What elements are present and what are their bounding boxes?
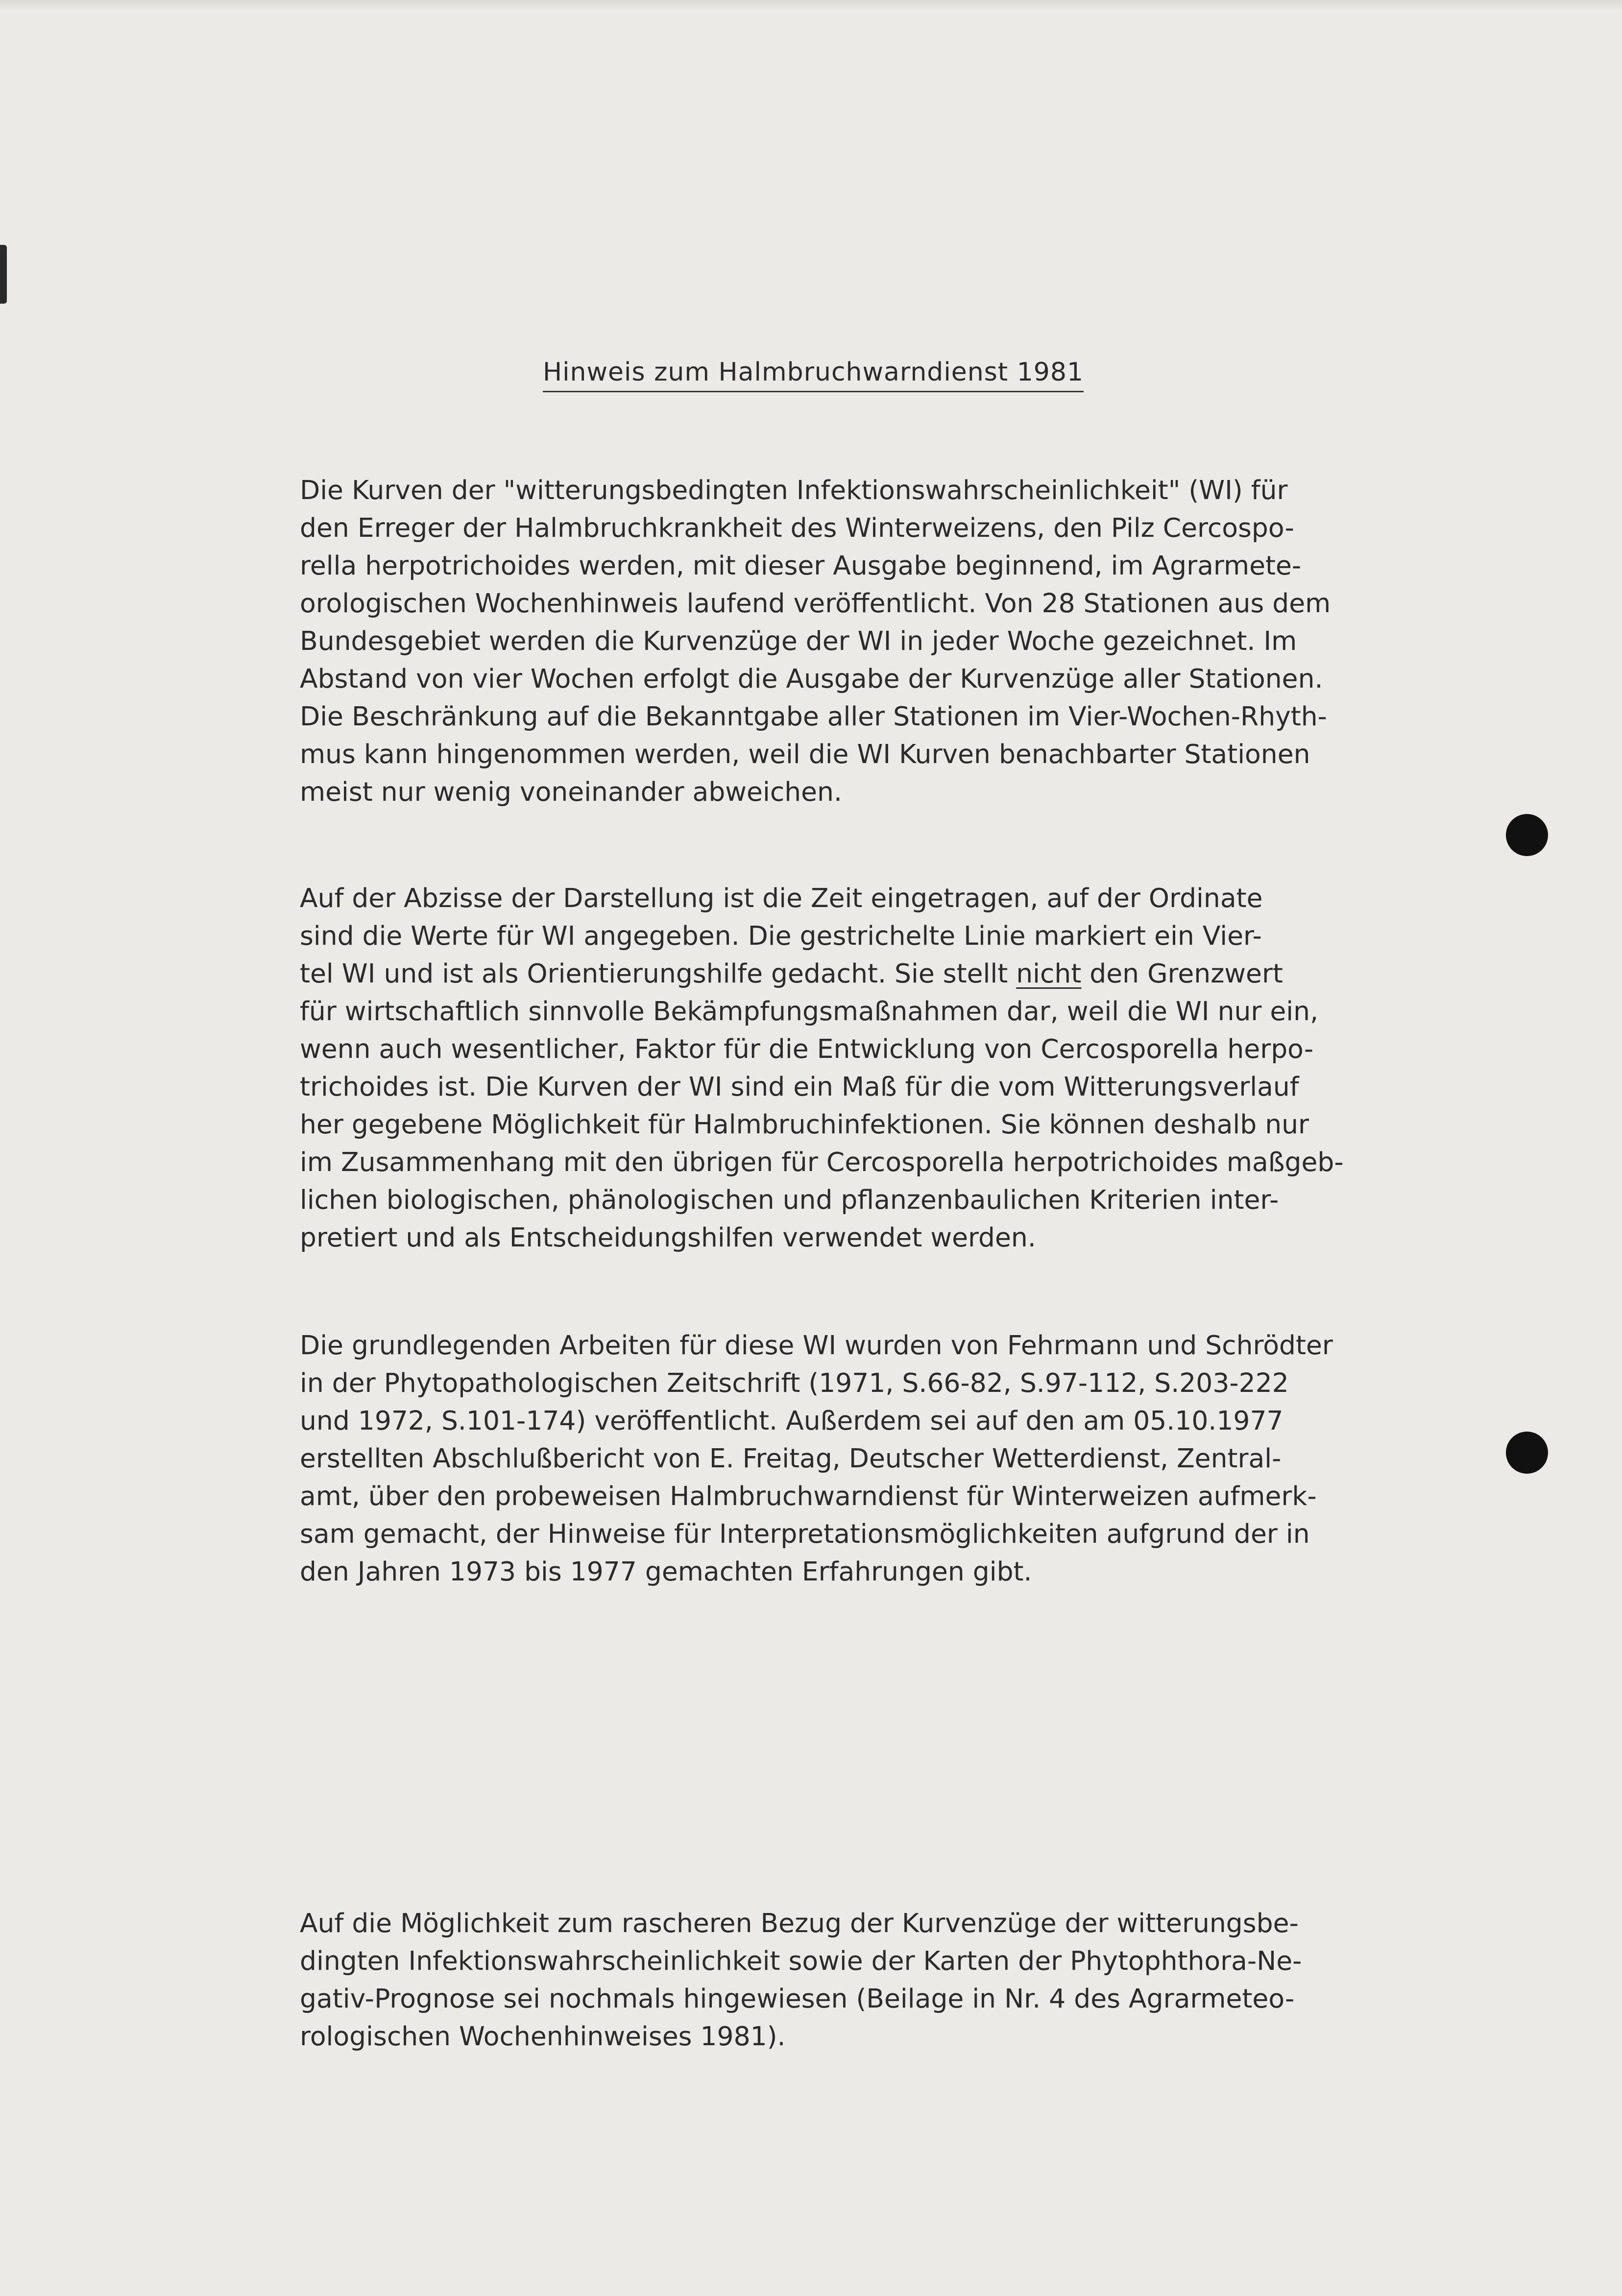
text-line: wenn auch wesentlicher, Faktor für die Entwicklung von Cercosporella herpo- [300,1033,1314,1064]
paragraph-intro [300,471,1378,811]
binding-mark [0,245,7,304]
text-line: rologischen Wochenhinweises 1981). [300,2021,786,2052]
text-line: dingten Infektionswahrscheinlichkeit sowie der Karten der Phytophthora-Ne- [300,1945,1302,1976]
punch-hole [1506,814,1548,856]
text-line: Abstand von vier Wochen erfolgt die Ausgabe der Kurvenzüge aller Stationen. [300,663,1323,694]
text-line: den Jahren 1973 bis 1977 gemachten Erfahrungen gibt. [300,1556,1032,1587]
text-line: rella herpotrichoides werden, mit dieser Ausgabe beginnend, im Agrarmete- [300,550,1302,581]
page-title: Hinweis zum Halmbruchwarndienst 1981 [543,358,1084,392]
text-line: Die Beschränkung auf die Bekanntgabe aller Stationen im Vier-Wochen-Rhyth- [300,701,1327,732]
underlined-word: nicht [1016,958,1082,989]
text-line: Auf die Möglichkeit zum rascheren Bezug der Kurvenzüge der witterungsbe- [300,1908,1299,1938]
paragraph-supplement [300,1904,1378,2055]
text-line: Die grundlegenden Arbeiten für diese WI wurden von Fehrmann und Schrödter [300,1330,1333,1361]
text-line: in der Phytopathologischen Zeitschrift (1971, S.66-82, S.97-112, S.203-222 [300,1367,1289,1398]
text-line: orologischen Wochenhinweis laufend veröffentlicht. Von 28 Stationen aus dem [300,588,1331,619]
text-line: erstellten Abschlußbericht von E. Freitag, Deutscher Wetterdienst, Zentral- [300,1443,1282,1474]
text-line: sind die Werte für WI angegeben. Die gestrichelte Linie markiert ein Vier- [300,920,1262,951]
paragraph-axes [300,879,1378,1256]
text-line: gativ-Prognose sei nochmals hingewiesen (Beilage in Nr. 4 des Agrarmeteo- [300,1983,1295,2014]
text-line: mus kann hingenommen werden, weil die WI Kurven benachbarter Stationen [300,739,1310,769]
page-top-edge [0,0,1622,11]
text-line: im Zusammenhang mit den übrigen für Cercosporella herpotrichoides maßgeb- [300,1147,1344,1177]
text-line: Bundesgebiet werden die Kurvenzüge der WI in jeder Woche gezeichnet. Im [300,625,1297,656]
text-line: und 1972, S.101-174) veröffentlicht. Außerdem sei auf den am 05.10.1977 [300,1405,1283,1436]
text-segment: den Grenzwert [1081,958,1283,989]
text-line: für wirtschaftlich sinnvolle Bekämpfungsmaßnahmen dar, weil die WI nur ein, [300,996,1319,1027]
text-line: lichen biologischen, phänologischen und pflanzenbaulichen Kriterien inter- [300,1184,1279,1215]
text-line: her gegebene Möglichkeit für Halmbruchinfektionen. Sie können deshalb nur [300,1109,1309,1140]
text-line: meist nur wenig voneinander abweichen. [300,776,842,807]
text-line: Die Kurven der "witterungsbedingten Infektionswahrscheinlichkeit" (WI) für [300,475,1288,505]
text-segment: tel WI und ist als Orientierungshilfe gedacht. Sie stellt [300,958,1017,989]
text-line: amt, über den probeweisen Halmbruchwarndienst für Winterweizen aufmerk- [300,1481,1317,1511]
paragraph-references [300,1326,1378,1590]
text-line: den Erreger der Halmbruchkrankheit des Winterweizens, den Pilz Cercospo- [300,512,1294,543]
punch-hole [1506,1432,1548,1474]
text-line: trichoides ist. Die Kurven der WI sind ein Maß für die vom Witterungsverlauf [300,1071,1299,1102]
text-line: pretiert und als Entscheidungshilfen verwendet werden. [300,1222,1036,1253]
text-line: sam gemacht, der Hinweise für Interpretationsmöglichkeiten aufgrund der in [300,1518,1310,1549]
text-line: Auf der Abzisse der Darstellung ist die Zeit eingetragen, auf der Ordinate [300,883,1263,913]
text-line [300,955,1378,992]
